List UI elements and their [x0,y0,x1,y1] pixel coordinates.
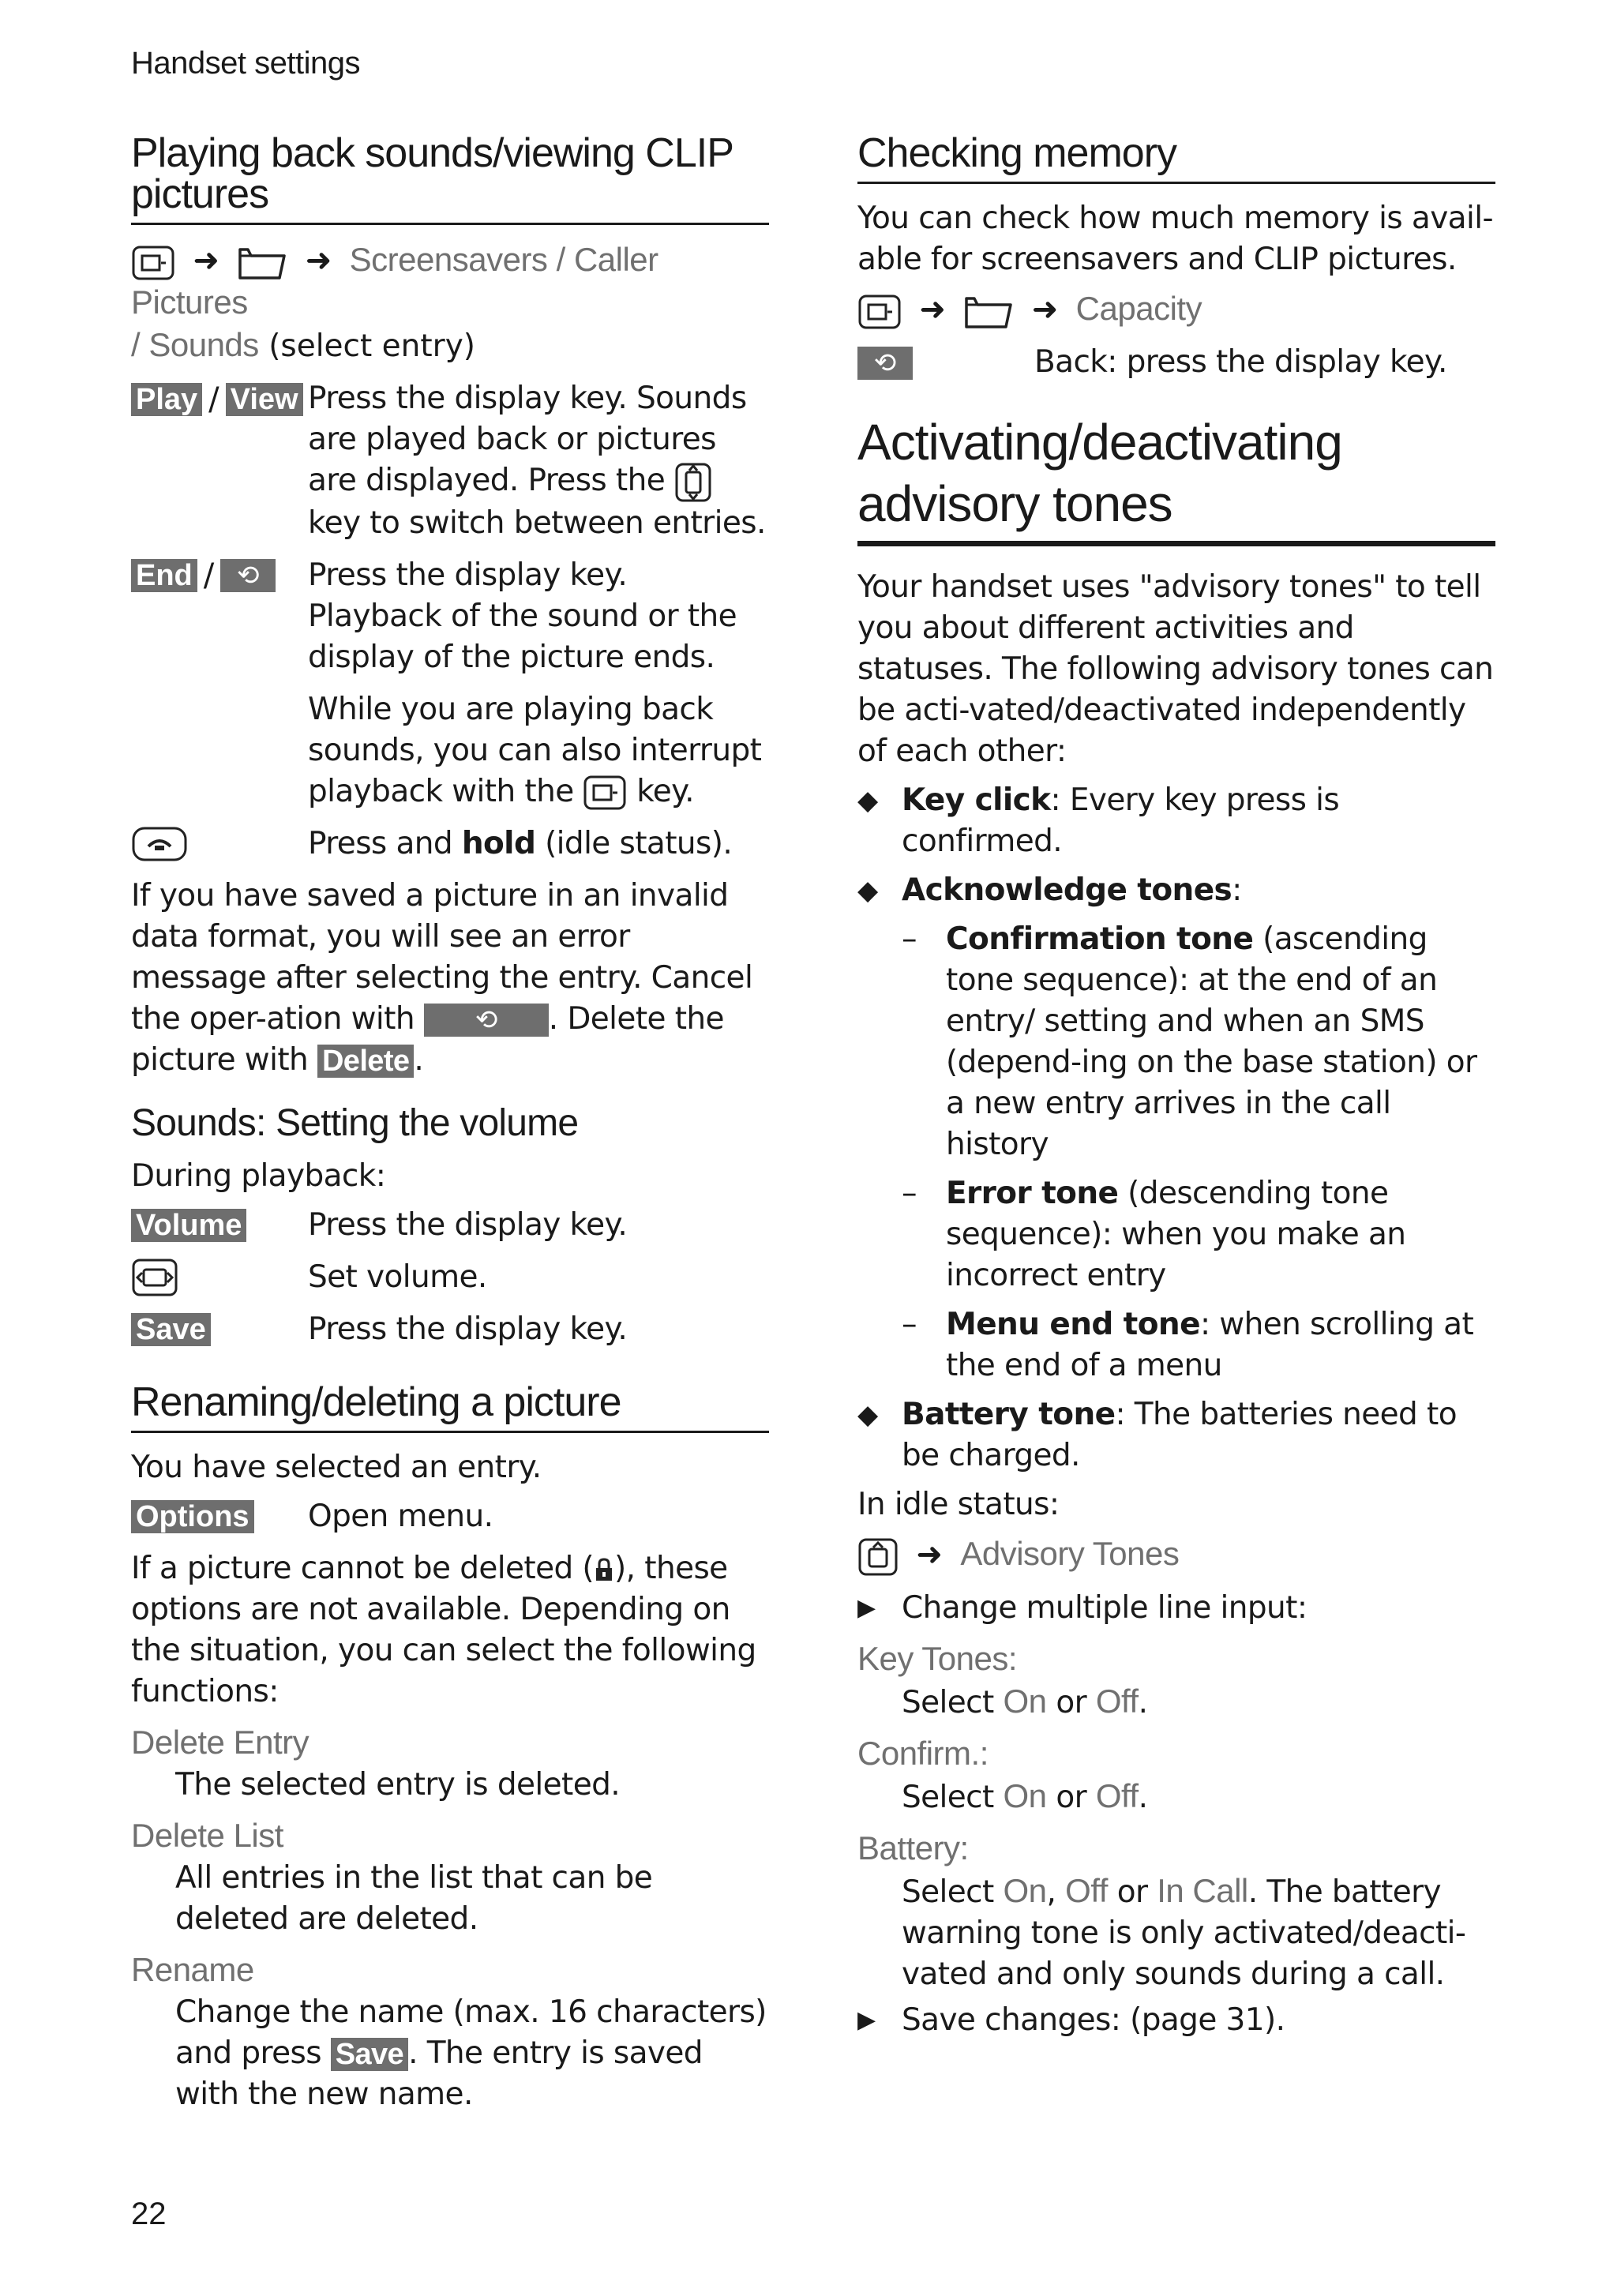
key-row-set-volume: Set volume. [131,1257,769,1298]
option-delete-list-label: Delete List [131,1816,283,1854]
menu-key-icon [583,775,627,811]
battery-label: Battery: [857,1829,969,1866]
battery-body: Select On, Off or In Call. The battery warning tone is only activated/deacti-vated and only sounds during a call. [902,1871,1466,1992]
end-desc: Press the display key. Playback of the sound or the display of the picture ends. [308,557,737,675]
up-key-icon [857,1537,899,1577]
dash-menu-end-tone: – Menu end tone: when scrolling at the end of a menu [902,1307,1474,1384]
option-rename-label: Rename [131,1950,254,1988]
menu-key-icon [131,245,175,281]
section-title-memory: Checking memory [857,133,1495,184]
arrow-icon: ➜ [1031,291,1059,328]
triangle-bullet-icon: ▶ [857,2005,876,2034]
folder-icon [237,245,287,281]
option-delete-entry-body: The selected entry is deleted. [175,1766,621,1803]
arrow-icon: ➜ [305,242,332,279]
play-display-key: Play [131,383,202,416]
diamond-bullet-icon: ◆ [857,875,878,907]
view-display-key: View [226,383,303,416]
section-title-playback: Playing back sounds/viewing CLIP pictures [131,133,769,225]
running-header: Handset settings [131,46,360,81]
end-call-key-icon [131,826,188,862]
section-title-rename: Renaming/deleting a picture [131,1382,769,1433]
step-change-input: ▶ Change multiple line input: [857,1588,1495,1629]
right-column [857,130,1495,2049]
end-display-key: End [131,559,197,592]
arrow-icon: ➜ [193,242,219,279]
key-row-end-call: Press and hold (idle status). [131,823,769,865]
option-rename-body: Change the name (max. 16 characters) and press Save . The entry is saved with the new name. [175,1994,767,2112]
end-desc-2: While you are playing back sounds, you can also interrupt playback with the key. [308,689,769,812]
menu-key-icon [857,294,902,330]
menu-path-memory [857,288,1495,331]
menu-item-capacity: Capacity [1075,290,1202,327]
menu-item-advisory-tones: Advisory Tones [960,1535,1180,1573]
key-row-options: Options Open menu. [131,1496,769,1537]
folder-icon [963,294,1014,330]
advisory-intro: Your handset uses "advisory tones" to tell you about different activities and statuses. The following advisory tones can be acti-vated/deactivated independently of each other: [857,569,1494,770]
key-row-end-back: End / ⟲ Press the display key. Playback of the sound or the display of the picture ends. While you are playing back sounds, you can also interrupt playback with the key. [131,555,769,812]
bullet-battery-tone: ◆ Battery tone: The batteries need to be charged. [857,1394,1495,1476]
leftright-key-icon [131,1258,178,1297]
bullet-key-click: ◆ Key click: Every key press is confirmed. [857,780,1495,862]
menu-path-advisory [857,1533,1495,1577]
dash-error-tone: – Error tone (descending tone sequence): when you make an incorrect entry [902,1176,1406,1294]
menu-item-screensavers: Screensavers / Caller Pictures [131,241,658,321]
section-title-advisory: Activating/deactivating advisory tones [857,411,1495,546]
confirm-label: Confirm.: [857,1734,989,1772]
memory-body: You can check how much memory is avail-able for screensavers and CLIP pictures. [857,201,1493,277]
key-row-save: Save Press the display key. [131,1309,769,1350]
arrow-icon: ➜ [919,291,946,328]
options-display-key: Options [131,1500,254,1533]
key-tones-label: Key Tones: [857,1639,1018,1677]
arrow-icon: ➜ [916,1536,943,1574]
play-desc-a: Press the display key. Sounds are played back or pictures are displayed. Press the [308,381,747,498]
cannot-delete-paragraph: If a picture cannot be deleted ( ), these options are not available. Depending on the situation, you can select the following functions: [131,1550,756,1709]
save-display-key: Save [331,2038,408,2071]
save-display-key: Save [131,1313,211,1346]
option-delete-list-body: All entries in the list that can be deleted are deleted. [175,1859,653,1937]
rename-intro: You have selected an entry. [131,1449,542,1485]
back-icon: ⟲ [424,1004,549,1037]
idle-status: In idle status: [857,1487,1060,1523]
play-desc-b: key to switch between entries. [308,505,766,541]
confirm-body: Select On or Off. [902,1776,1148,1815]
key-tones-body: Select On or Off. [902,1682,1148,1720]
volume-display-key: Volume [131,1209,246,1242]
invalid-format-paragraph: If you have saved a picture in an invalid data format, you will see an error message after selecting the entry. Cancel the oper-ation with ⟲ . Delete the picture with Delete . [131,877,753,1078]
section-title-volume: Sounds: Setting the volume [131,1101,579,1144]
triangle-bullet-icon: ▶ [857,1593,876,1622]
bullet-acknowledge: ◆ Acknowledge tones: [857,870,1495,911]
left-column [131,130,769,2120]
diamond-bullet-icon: ◆ [857,1399,878,1431]
updown-key-icon [674,462,712,503]
step-save-changes: ▶ Save changes: (page 31). [857,2000,1495,2041]
delete-display-key: Delete [317,1045,414,1078]
key-row-back: ⟲ Back: press the display key. [857,342,1495,383]
back-icon: ⟲ [857,347,913,380]
volume-intro: During playback: [131,1157,386,1194]
menu-path-playback [131,239,769,367]
diamond-bullet-icon: ◆ [857,785,878,817]
lock-icon [594,1556,614,1583]
key-row-volume: Volume Press the display key. [131,1205,769,1246]
key-row-play-view: Play / View Press the display key. Sounds are played back or pictures are displayed. Press the key to switch between entries. [131,378,769,544]
page-number: 22 [131,2197,167,2231]
dash-confirmation-tone: – Confirmation tone (ascending tone sequence): at the end of an entry/ setting and when an SMS (depend-ing on the base station) or a new entry arrives in the call history [902,921,1477,1163]
path-suffix: (select entry) [258,328,476,364]
menu-item-sounds: / Sounds [131,326,259,363]
back-icon: ⟲ [220,559,276,592]
option-delete-entry-label: Delete Entry [131,1723,310,1761]
